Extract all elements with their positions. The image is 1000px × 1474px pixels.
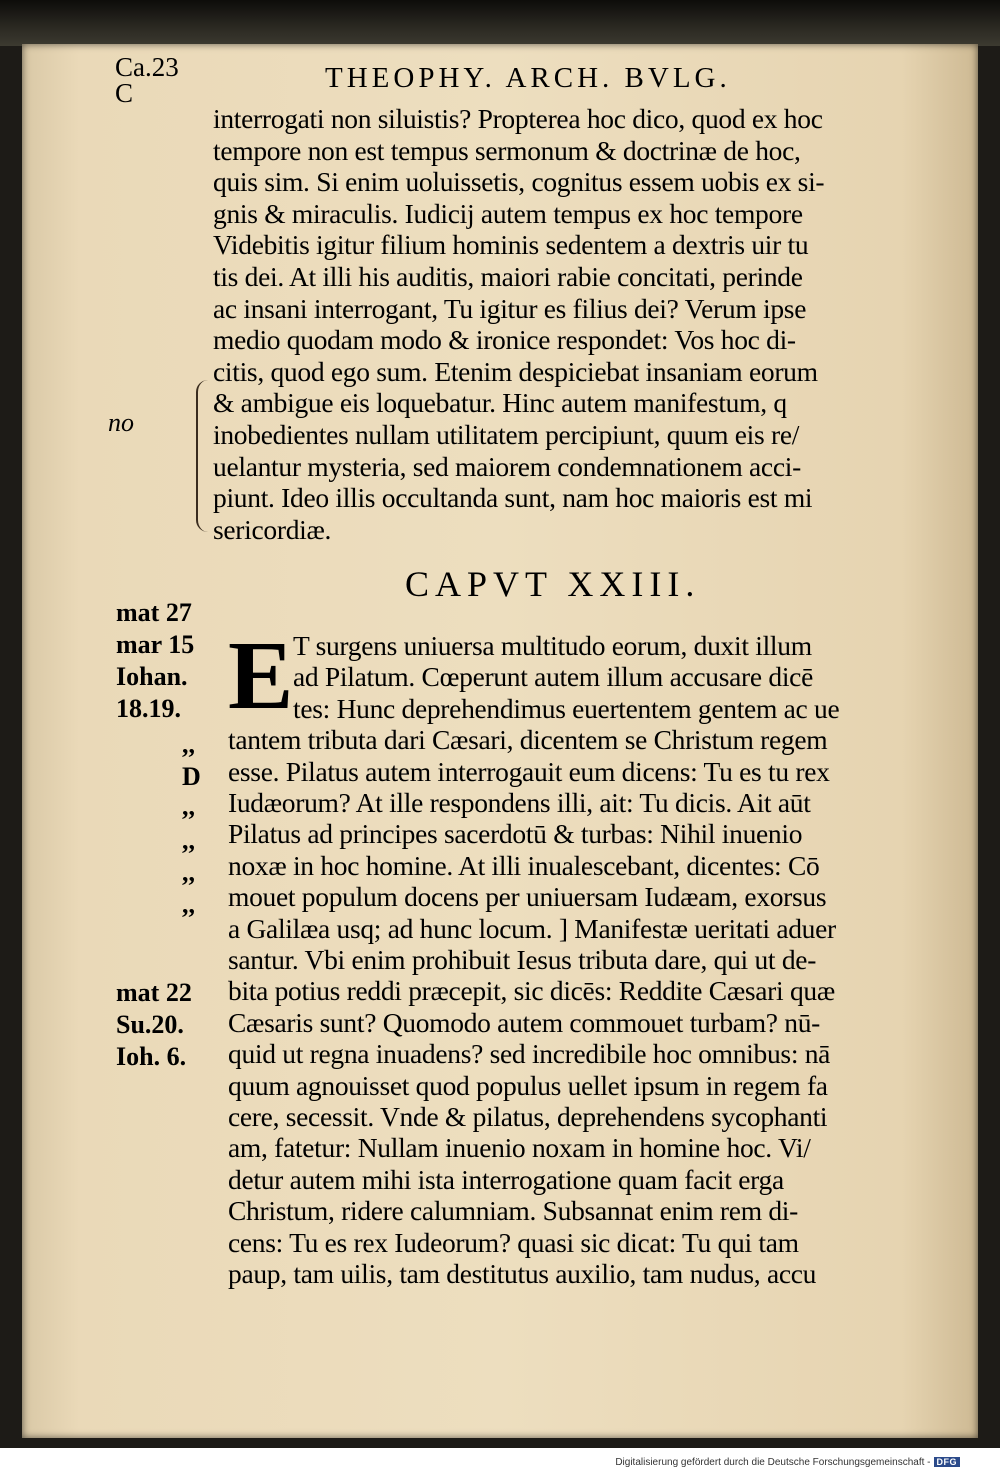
text-line: esse. Pilatus autem interrogauit eum dicens: Tu es tu rex bbox=[228, 755, 830, 787]
margin-reference: Su.20. bbox=[116, 1010, 184, 1039]
text-line: paup, tam uilis, tam destitutus auxilio, tam nudus, accu bbox=[228, 1258, 817, 1289]
text-line: detur autem mihi ista interrogatione quam facit erga bbox=[228, 1163, 784, 1195]
text-line: medio quodam modo & ironice respondet: Vos hoc di- bbox=[213, 324, 796, 356]
margin-reference: ,, bbox=[182, 858, 195, 887]
text-line: quid ut regna inuadens? sed incredibile hoc omnibus: nā bbox=[228, 1038, 831, 1070]
drop-cap: E bbox=[228, 622, 294, 730]
text-line: Iudæorum? At ille respondens illi, ait: Tu dicis. Ait aūt bbox=[228, 787, 811, 818]
margin-reference: mar 15 bbox=[116, 630, 195, 659]
margin-reference: mat 22 bbox=[116, 978, 192, 1007]
text-line: tantem tributa dari Cæsari, dicentem se Christum regem bbox=[228, 724, 828, 756]
margin-reference: mat 27 bbox=[116, 598, 192, 627]
chapter-mark bbox=[115, 54, 179, 106]
text-line: quis sim. Si enim uoluissetis, cognitus essem uobis ex si- bbox=[213, 166, 825, 198]
text-line: tempore non est tempus sermonum & doctrinæ de hoc, bbox=[213, 134, 801, 166]
text-line: Pilatus ad principes sacerdotū & turbas: Nihil inuenio bbox=[228, 818, 803, 850]
text-line: citis, quod ego sum. Etenim despiciebat insaniam eorum bbox=[213, 355, 818, 387]
text-line: tes: Hunc deprehendimus euertentem gentem ac ue bbox=[293, 692, 840, 724]
text-line: quum agnouisset quod populus uellet ipsum in regem fa bbox=[228, 1069, 828, 1101]
text-line: piunt. Ideo illis occultanda sunt, nam hoc maioris est mi bbox=[213, 482, 813, 514]
running-head bbox=[115, 52, 915, 108]
text-line: Videbitis igitur filium hominis sedentem a dextris uir tu bbox=[213, 229, 809, 261]
running-title: THEOPHY. ARCH. BVLG. bbox=[325, 62, 731, 94]
text-line: tis dei. At illi his auditis, maiori rabie concitati, perinde bbox=[213, 261, 803, 292]
text-line: cere, secessit. Vnde & pilatus, deprehendens sycophanti bbox=[228, 1101, 828, 1132]
text-line: ad Pilatum. Cœperunt autem illum accusare dicē bbox=[293, 661, 813, 693]
chapter-number: Ca.23 bbox=[115, 52, 179, 82]
text-line: santur. Vbi enim prohibuit Iesus tributa dare, qui ut de- bbox=[228, 944, 817, 975]
margin-reference: ,, bbox=[182, 890, 195, 919]
footer-credit bbox=[615, 1457, 960, 1468]
chapter-heading: CAPVT XXIII. bbox=[405, 564, 701, 604]
margin-reference: ,, bbox=[182, 792, 195, 821]
text-line: noxæ in hoc homine. At illi inualescebant, dicentes: Cō bbox=[228, 849, 820, 881]
margin-reference: ,, bbox=[182, 730, 195, 759]
credit-text: Digitalisierung gefördert durch die Deutsche Forschungsgemeinschaft - bbox=[615, 1457, 931, 1468]
text-line: cens: Tu es rex Iudeorum? quasi sic dicat: Tu qui tam bbox=[228, 1226, 799, 1258]
text-line: uelantur mysteria, sed maiorem condemnationem acci- bbox=[213, 450, 801, 482]
margin-annotation: no bbox=[108, 408, 134, 437]
text-line: Christum, ridere calumniam. Subsannat enim rem di- bbox=[228, 1195, 799, 1227]
text-line: interrogati non siluistis? Propterea hoc dico, quod ex hoc bbox=[213, 103, 823, 134]
text-line: mouet populum docens per uniuersam Iudæam, exorsus bbox=[228, 881, 827, 913]
text-line: bita potius reddi præcepit, sic dicēs: Reddite Cæsari quæ bbox=[228, 975, 835, 1007]
text-line: gnis & miraculis. Iudicij autem tempus ex hoc tempore bbox=[213, 197, 803, 229]
dfg-logo: DFG bbox=[934, 1457, 961, 1467]
text-line: inobedientes nullam utilitatem percipiunt, quum eis re/ bbox=[213, 419, 800, 450]
text-line: & ambigue eis loquebatur. Hinc autem manifestum, q bbox=[213, 387, 787, 419]
margin-bracket bbox=[196, 380, 216, 532]
margin-reference: Iohan. bbox=[116, 662, 188, 691]
text-line: a Galilæa usq; ad hunc locum. ] Manifestæ ueritati aduer bbox=[228, 912, 836, 944]
text-line: ac insani interrogant, Tu igitur es filius dei? Verum ipse bbox=[213, 292, 807, 324]
text-line: sericordiæ. bbox=[213, 513, 332, 545]
margin-reference: 18.19. bbox=[116, 694, 181, 723]
text-line: T surgens uniuersa multitudo eorum, duxit illum bbox=[293, 630, 812, 661]
book-edge bbox=[0, 0, 1000, 46]
text-line: Cæsaris sunt? Quomodo autem commouet turbam? nū- bbox=[228, 1006, 821, 1038]
margin-reference: ,, bbox=[182, 826, 195, 855]
section-letter: C bbox=[115, 78, 134, 108]
margin-reference: Ioh. 6. bbox=[116, 1042, 187, 1071]
text-line: am, fatetur: Nullam inuenio noxam in homine hoc. Vi/ bbox=[228, 1132, 811, 1164]
margin-reference: D bbox=[182, 762, 201, 791]
